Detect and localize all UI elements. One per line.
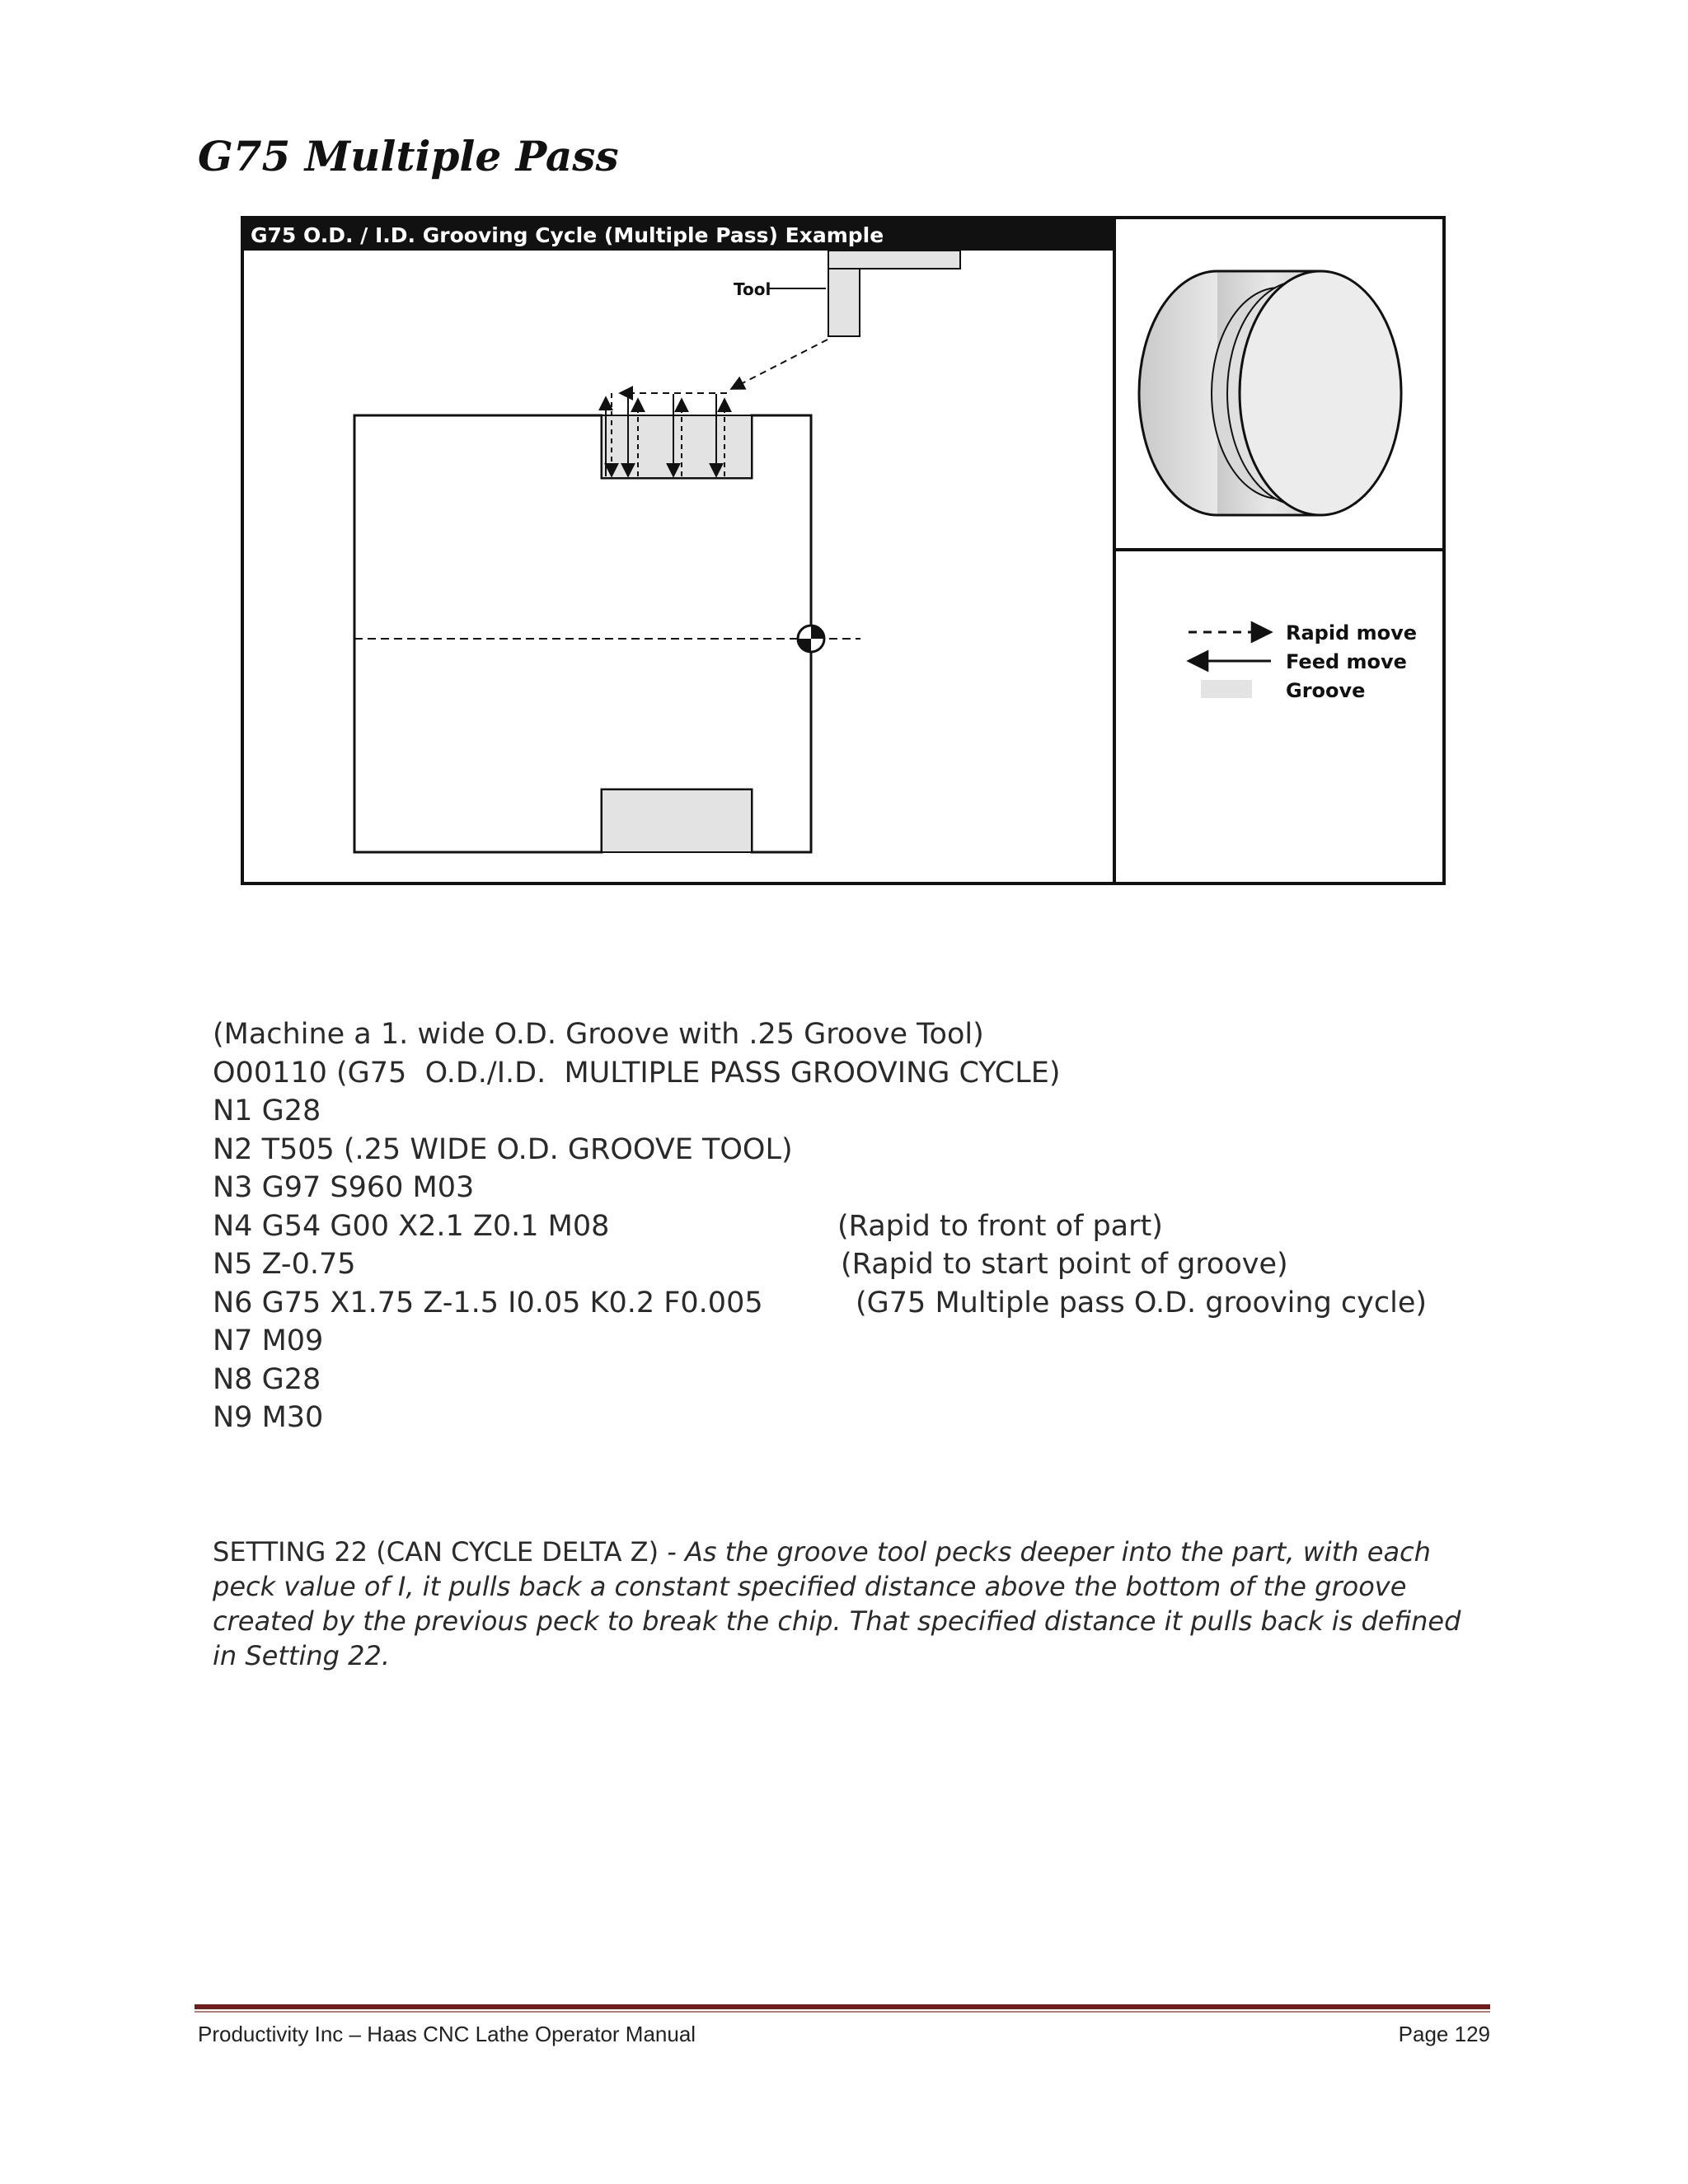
setting-22-note <box>213 1535 1465 1673</box>
program-code: N4 G54 G00 X2.1 Z0.1 M08 <box>213 1209 610 1243</box>
part-outline <box>354 415 811 852</box>
groove-top <box>602 415 752 478</box>
program-line <box>213 1361 1498 1399</box>
program-code: N5 Z-0.75 <box>213 1248 356 1281</box>
program-code: N9 M30 <box>213 1401 324 1434</box>
program-code: (Machine a 1. wide O.D. Groove with .25 Groove Tool) <box>213 1018 984 1051</box>
program-line <box>213 1015 1498 1054</box>
program-line <box>213 1284 1498 1323</box>
tool-insert <box>828 269 860 336</box>
legend-feed-label: Feed move <box>1286 650 1407 673</box>
footer-manual-title: Productivity Inc – Haas CNC Lathe Operator Manual <box>198 2022 696 2046</box>
groove-bottom <box>602 790 752 852</box>
page-title: G75 Multiple Pass <box>198 132 619 180</box>
program-code: N6 G75 X1.75 Z-1.5 I0.05 K0.2 F0.005 <box>213 1286 763 1319</box>
program-comment: (Rapid to start point of groove) <box>841 1248 1288 1281</box>
program-code: O00110 (G75 O.D./I.D. MULTIPLE PASS GROOVING CYCLE) <box>213 1056 1061 1090</box>
legend-groove-swatch <box>1201 680 1252 698</box>
program-comment: (Rapid to front of part) <box>837 1209 1163 1243</box>
legend-rapid-label: Rapid move <box>1286 621 1418 644</box>
figure-banner-text: G75 O.D. / I.D. Grooving Cycle (Multiple Pass) Example <box>251 223 884 247</box>
legend-groove-label: Groove <box>1286 679 1366 702</box>
setting-note-lead: SETTING 22 (CAN CYCLE DELTA Z) <box>213 1536 659 1568</box>
program-line <box>213 1245 1498 1284</box>
figure-svg <box>241 216 1446 885</box>
program-code: N8 G28 <box>213 1362 321 1396</box>
program-listing <box>213 1015 1498 1437</box>
program-code: N3 G97 S960 M03 <box>213 1171 475 1204</box>
program-line <box>213 1207 1498 1246</box>
tool-label: Tool <box>734 279 771 299</box>
program-line <box>213 1131 1498 1169</box>
grooving-cycle-figure <box>241 216 1446 885</box>
program-code: N7 M09 <box>213 1324 324 1357</box>
program-line <box>213 1054 1498 1093</box>
program-code: N1 G28 <box>213 1094 321 1127</box>
program-code: N2 T505 (.25 WIDE O.D. GROOVE TOOL) <box>213 1132 793 1166</box>
program-line <box>213 1169 1498 1207</box>
footer-page-number: Page 129 <box>1398 2022 1490 2046</box>
program-line <box>213 1399 1498 1437</box>
setting-note-text: - As the groove tool pecks deeper into the part, with each peck value of I, it pulls back a constant specified distance above the bottom of the groove created by the previous peck to break the chip. That specified distance it pulls back is defined in Setting 22. <box>213 1536 1461 1671</box>
footer-rule-thin <box>195 2011 1490 2013</box>
program-line <box>213 1322 1498 1361</box>
work-zero-icon <box>798 626 824 652</box>
tool-holder <box>828 251 960 269</box>
program-comment: (G75 Multiple pass O.D. grooving cycle) <box>856 1286 1428 1319</box>
grooved-part-3d-icon <box>1139 271 1401 515</box>
footer-rule <box>195 2004 1490 2009</box>
program-line <box>213 1092 1498 1131</box>
